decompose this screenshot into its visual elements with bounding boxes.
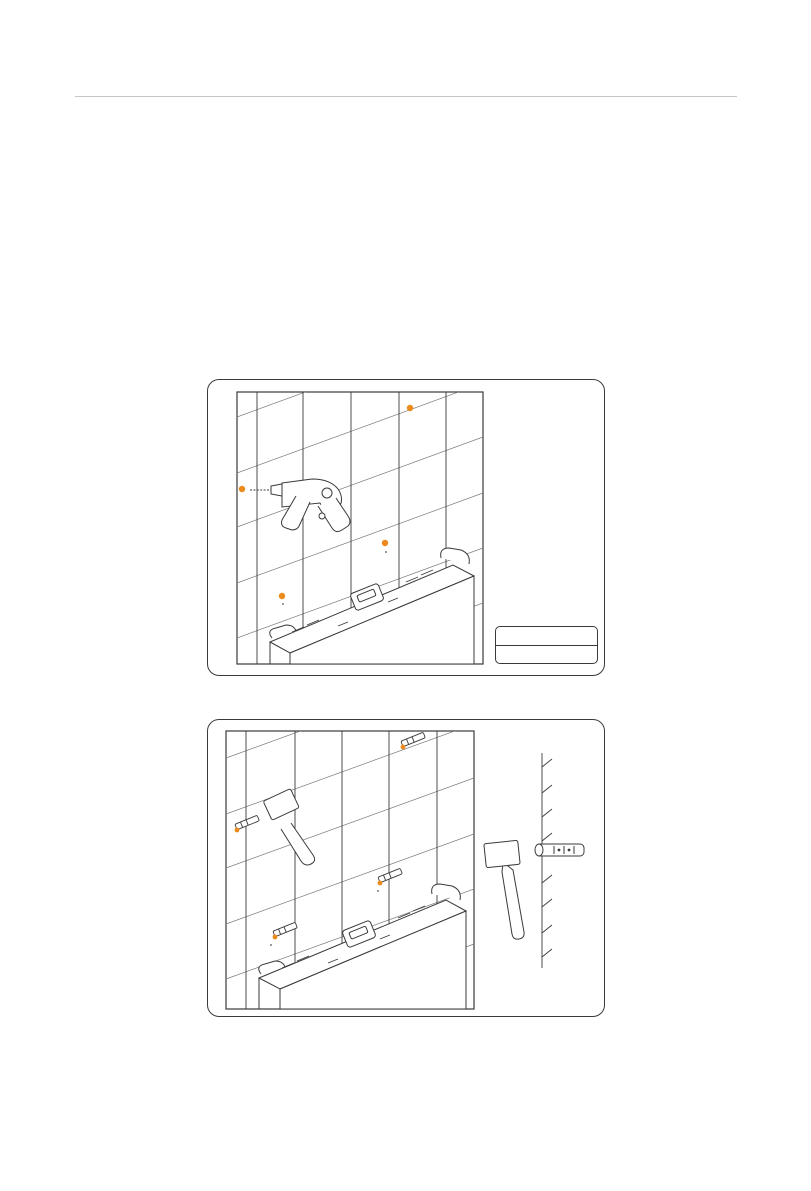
drill-marker-icon <box>235 745 406 940</box>
expansion-bolt-icon <box>535 844 584 856</box>
rubber-mallet-icon <box>263 789 314 865</box>
spec-row-2 <box>496 646 597 664</box>
specification-box <box>495 626 598 664</box>
spec-row-1 <box>496 627 597 645</box>
rubber-mallet-icon <box>484 840 524 939</box>
drill-icon <box>250 479 350 532</box>
header-rule <box>75 96 737 97</box>
drilling-illustration-panel <box>207 379 605 676</box>
battery-module-icon <box>259 884 466 1009</box>
bolt-installation-panel <box>207 719 605 1017</box>
wall-section-icon <box>542 753 552 968</box>
bolt-installation-illustration <box>208 720 604 1016</box>
expansion-bolt-icon <box>235 732 426 937</box>
battery-module-icon <box>270 548 474 664</box>
